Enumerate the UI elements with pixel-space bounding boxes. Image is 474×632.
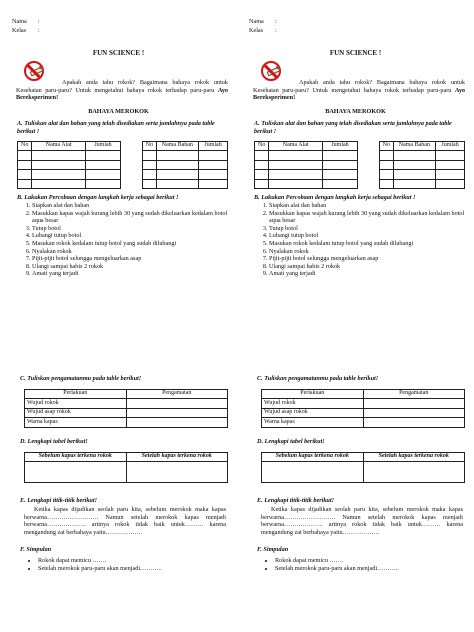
procedure-step: 6. Nyalakan rokok	[269, 248, 474, 256]
column-header: Nama Bahan	[393, 142, 436, 151]
fill-in-paragraph: Ketika kapas dijadikan seolah paru kita, sebelum merokok maka kapas berwarna……………………. Namun setelah merokok kapas menjadi berwarna………………. artinya rokok tidak baik untuk……… karena mengandung zat berbahaya yaitu………………	[261, 506, 463, 536]
class-label: Kelas	[12, 27, 27, 34]
blank-cell[interactable]	[143, 151, 157, 160]
table-row	[255, 151, 358, 160]
conclusion-item: • Setelah merokok paru-paru akan menjadi………..	[38, 565, 238, 573]
blank-cell[interactable]	[85, 160, 120, 169]
table-row	[18, 170, 121, 179]
blank-cell[interactable]	[269, 179, 323, 188]
blank-cell[interactable]	[269, 160, 323, 169]
blank-cell[interactable]	[156, 179, 199, 188]
table-row	[25, 399, 228, 408]
blank-cell[interactable]	[199, 160, 228, 169]
table-row	[380, 179, 465, 188]
column-header: Jumlah	[199, 142, 228, 151]
column-header: Sebelum kapas terkena rokok	[262, 453, 364, 462]
blank-cell[interactable]	[143, 170, 157, 179]
procedure-step: 5. Masukan rokok kedalam tutup botol yang sudah dilubangi	[32, 240, 240, 248]
table-header-row	[25, 453, 228, 462]
blank-cell[interactable]	[126, 462, 228, 483]
section-e-heading: E. Lengkapi titik-titik berikut!	[20, 497, 98, 504]
blank-cell[interactable]	[18, 170, 32, 179]
blank-cell[interactable]	[363, 462, 465, 483]
materials-table	[379, 141, 465, 189]
blank-cell[interactable]	[255, 151, 269, 160]
before-after-table	[261, 452, 465, 483]
name-line	[249, 18, 277, 26]
intro-call-to-action: Ayo Bereksperimen!	[16, 86, 229, 102]
table-row	[380, 160, 465, 169]
column-header: Perlakuan	[25, 390, 127, 399]
page-title: FUN SCIENCE !	[92, 49, 145, 57]
column-header: Nama Alat	[269, 142, 323, 151]
procedure-step: 5. Masukan rokok kedalam tutup botol yang sudah dilubangi	[269, 240, 474, 248]
section-d-heading: D. Lengkapi tabel berikut!	[257, 438, 325, 445]
intro-text	[253, 79, 465, 102]
blank-cell[interactable]	[322, 151, 357, 160]
blank-cell[interactable]	[32, 179, 86, 188]
row-label: Wujud asap rokok	[25, 408, 127, 417]
blank-cell[interactable]	[18, 179, 32, 188]
blank-cell[interactable]	[380, 179, 394, 188]
column-header: No	[143, 142, 157, 151]
table-row	[262, 462, 465, 483]
row-label: Wujud rokok	[262, 399, 364, 408]
blank-cell[interactable]	[363, 399, 465, 408]
colon: :	[275, 27, 277, 34]
column-header: Pengamatan	[363, 390, 465, 399]
no-smoking-icon	[261, 61, 281, 81]
conclusion-item: • Setelah merokok paru-paru akan menjadi………..	[275, 565, 474, 573]
blank-cell[interactable]	[143, 179, 157, 188]
blank-cell[interactable]	[199, 151, 228, 160]
section-a-heading: A. Tuliskan alat dan bahan yang telah disediakan serta jumlahnya pada table berikut !	[17, 120, 215, 135]
blank-cell[interactable]	[322, 170, 357, 179]
intro-call-to-action: Ayo Bereksperimen!	[253, 86, 466, 102]
section-subtitle: BAHAYA MEROKOK	[325, 108, 386, 115]
table-row	[18, 151, 121, 160]
blank-cell[interactable]	[25, 462, 127, 483]
intro-text	[16, 79, 228, 102]
materials-table	[142, 141, 228, 189]
table-header-row	[380, 142, 465, 151]
column-header: Setelah kapas terkena rokok	[126, 453, 228, 462]
conclusion-item: • Rokok dapat memicu …….	[275, 557, 474, 565]
procedure-step: 3. Tutup botol	[32, 225, 240, 233]
section-c-heading: C. Tuliskan pengamatanmu pada table berikut!	[20, 375, 142, 382]
row-label: Wujud rokok	[25, 399, 127, 408]
blank-cell[interactable]	[85, 151, 120, 160]
table-row	[143, 179, 228, 188]
table-header-row	[262, 390, 465, 399]
section-c-heading: C. Tuliskan pengamatanmu pada table berikut!	[257, 375, 379, 382]
blank-cell[interactable]	[199, 170, 228, 179]
procedure-steps	[18, 202, 240, 278]
table-row	[255, 179, 358, 188]
page-title: FUN SCIENCE !	[329, 49, 382, 57]
tools-table	[17, 141, 121, 189]
blank-cell[interactable]	[255, 170, 269, 179]
blank-cell[interactable]	[85, 179, 120, 188]
section-b-heading: B. Lakukan Percobaan dengan langkah kerja sebagai berikut !	[254, 194, 416, 201]
procedure-step: 9. Amati yang terjadi	[32, 270, 240, 278]
column-header: Jumlah	[436, 142, 465, 151]
table-row	[143, 170, 228, 179]
worksheet	[237, 0, 474, 632]
blank-cell[interactable]	[18, 151, 32, 160]
table-row	[25, 418, 228, 427]
blank-cell[interactable]	[363, 408, 465, 417]
conclusion-list	[263, 557, 474, 572]
table-header-row	[143, 142, 228, 151]
procedure-step: 1. Siapkan alat dan bahan	[32, 202, 240, 210]
tools-table	[254, 141, 358, 189]
row-label: Wujud asap rokok	[262, 408, 364, 417]
blank-cell[interactable]	[380, 160, 394, 169]
class-label: Kelas	[249, 27, 264, 34]
fill-in-paragraph: Ketika kapas dijadikan seolah paru kita, sebelum merokok maka kapas berwarna……………………. Namun setelah merokok kapas menjadi berwarna………………. artinya rokok tidak baik untuk……… karena mengandung zat berbahaya yaitu………………	[24, 506, 226, 536]
blank-cell[interactable]	[126, 399, 228, 408]
procedure-step: 9. Amati yang terjadi	[269, 270, 474, 278]
procedure-step: 6. Nyalakan rokok	[32, 248, 240, 256]
table-row	[25, 462, 228, 483]
section-a-heading: A. Tuliskan alat dan bahan yang telah disediakan serta jumlahnya pada table berikut !	[254, 120, 452, 135]
blank-cell[interactable]	[436, 179, 465, 188]
blank-cell[interactable]	[363, 418, 465, 427]
before-after-table	[24, 452, 228, 483]
column-header: Jumlah	[85, 142, 120, 151]
table-row	[18, 179, 121, 188]
blank-cell[interactable]	[18, 160, 32, 169]
class-line	[249, 27, 277, 35]
blank-cell[interactable]	[143, 160, 157, 169]
name-label: Nama	[249, 18, 264, 25]
blank-cell[interactable]	[32, 170, 86, 179]
column-header: Setelah kapas terkena rokok	[363, 453, 465, 462]
blank-cell[interactable]	[436, 170, 465, 179]
blank-cell[interactable]	[393, 160, 436, 169]
blank-cell[interactable]	[255, 179, 269, 188]
section-f-heading: F. Simpulan	[257, 546, 289, 553]
intro-sentence: Apakah anda tahu rokok? Bagaimana bahaya rokok untuk Kesehatan paru-paru? Untuk mengetahui bahaya rokok terhadap paru-paru	[16, 79, 228, 94]
blank-cell[interactable]	[262, 462, 364, 483]
section-subtitle: BAHAYA MEROKOK	[88, 108, 149, 115]
procedure-step: 1. Siapkan alat dan bahan	[269, 202, 474, 210]
table-row	[25, 408, 228, 417]
blank-cell[interactable]	[322, 179, 357, 188]
blank-cell[interactable]	[269, 170, 323, 179]
procedure-step: 8. Ulangi sampai habis 2 rokok	[269, 263, 474, 271]
blank-cell[interactable]	[85, 170, 120, 179]
conclusion-list	[26, 557, 238, 572]
section-e-heading: E. Lengkapi titik-titik berikut!	[257, 497, 335, 504]
name-line	[12, 18, 40, 26]
blank-cell[interactable]	[126, 418, 228, 427]
blank-cell[interactable]	[156, 160, 199, 169]
class-line	[12, 27, 40, 35]
colon: :	[275, 18, 277, 25]
observation-table	[261, 389, 465, 428]
blank-cell[interactable]	[32, 160, 86, 169]
blank-cell[interactable]	[380, 170, 394, 179]
observation-table	[24, 389, 228, 428]
procedure-step: 4. Lubangi tutup botol	[32, 232, 240, 240]
blank-cell[interactable]	[199, 179, 228, 188]
procedure-step: 3. Tutup botol	[269, 225, 474, 233]
column-header: Nama Alat	[32, 142, 86, 151]
blank-cell[interactable]	[126, 408, 228, 417]
table-row	[380, 151, 465, 160]
procedure-step: 8. Ulangi sampai habis 2 rokok	[32, 263, 240, 271]
blank-cell[interactable]	[32, 151, 86, 160]
blank-cell[interactable]	[255, 160, 269, 169]
section-f-heading: F. Simpulan	[20, 546, 52, 553]
conclusion-item: • Rokok dapat memicu …….	[38, 557, 238, 565]
blank-cell[interactable]	[436, 160, 465, 169]
procedure-step: 7. Pijit-pijit botol selungga mengeluarkan asap	[32, 255, 240, 263]
row-label: Warna kapas	[25, 418, 127, 427]
intro-sentence: Apakah anda tahu rokok? Bagaimana bahaya rokok untuk Kesehatan paru-paru? Untuk mengetahui bahaya rokok terhadap paru-paru	[253, 79, 465, 94]
table-row	[143, 151, 228, 160]
table-header-row	[25, 390, 228, 399]
table-header-row	[255, 142, 358, 151]
table-row	[18, 160, 121, 169]
blank-cell[interactable]	[393, 151, 436, 160]
table-header-row	[262, 453, 465, 462]
no-smoking-icon	[24, 61, 44, 81]
blank-cell[interactable]	[156, 151, 199, 160]
blank-cell[interactable]	[322, 160, 357, 169]
procedure-step: 2. Masukkan kapas wajah kurang lebih 30 yang sudah dikeluarkan kedalam botol aqua besar	[269, 210, 474, 225]
table-row	[262, 408, 465, 417]
column-header: No	[380, 142, 394, 151]
table-row	[380, 170, 465, 179]
section-b-heading: B. Lakukan Percobaan dengan langkah kerja sebagai berikut !	[17, 194, 179, 201]
table-row	[255, 170, 358, 179]
column-header: Perlakuan	[262, 390, 364, 399]
blank-cell[interactable]	[380, 151, 394, 160]
row-label: Warna kapas	[262, 418, 364, 427]
column-header: No	[18, 142, 32, 151]
table-row	[262, 399, 465, 408]
column-header: No	[255, 142, 269, 151]
column-header: Sebelum kapas terkena rokok	[25, 453, 127, 462]
procedure-step: 2. Masukkan kapas wajah kurang lebih 30 yang sudah dikeluarkan kedalam botol aqua besar	[32, 210, 240, 225]
blank-cell[interactable]	[393, 179, 436, 188]
procedure-step: 4. Lubangi tutup botol	[269, 232, 474, 240]
column-header: Jumlah	[322, 142, 357, 151]
table-row	[143, 160, 228, 169]
table-row	[262, 418, 465, 427]
section-d-heading: D. Lengkapi tabel berikut!	[20, 438, 88, 445]
blank-cell[interactable]	[393, 170, 436, 179]
blank-cell[interactable]	[269, 151, 323, 160]
procedure-steps	[255, 202, 474, 278]
blank-cell[interactable]	[436, 151, 465, 160]
table-header-row	[18, 142, 121, 151]
name-label: Nama	[12, 18, 27, 25]
colon: :	[38, 27, 40, 34]
column-header: Nama Bahan	[156, 142, 199, 151]
column-header: Pengamatan	[126, 390, 228, 399]
colon: :	[38, 18, 40, 25]
blank-cell[interactable]	[156, 170, 199, 179]
procedure-step: 7. Pijit-pijit botol selungga mengeluarkan asap	[269, 255, 474, 263]
table-row	[255, 160, 358, 169]
